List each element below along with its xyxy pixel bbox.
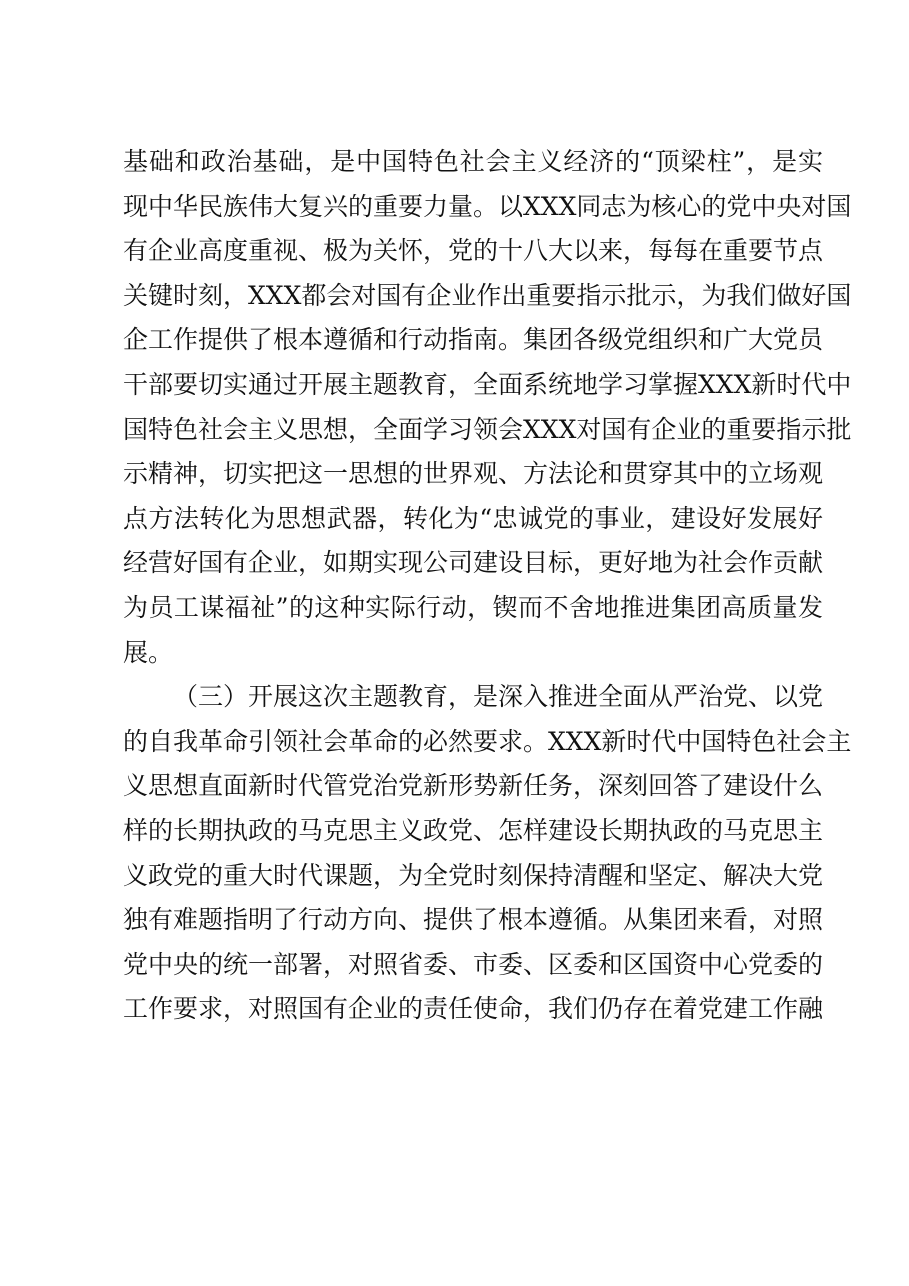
text-line: 为员工谋福祉”的这种实际行动，锲而不舍地推进集团高质量发 bbox=[123, 592, 823, 622]
text-line: 义思想直面新时代管党治党新形势新任务，深刻回答了建设什么 bbox=[123, 771, 824, 801]
text-line: 现中华民族伟大复兴的重要力量。以XXX同志为核心的党中央对国 bbox=[123, 191, 852, 221]
text-line: 工作要求，对照国有企业的责任使命，我们仍存在着党建工作融 bbox=[123, 994, 824, 1024]
paragraph-start-line: （三）开展这次主题教育，是深入推进全面从严治党、以党 bbox=[173, 682, 824, 712]
text-line: 样的长期执政的马克思主义政党、怎样建设长期执政的马克思主 bbox=[123, 815, 824, 845]
text-line: 干部要切实通过开展主题教育，全面系统地学习掌握XXX新时代中 bbox=[123, 369, 852, 399]
text-line: 基础和政治基础，是中国特色社会主义经济的“顶梁柱”，是实 bbox=[123, 147, 823, 176]
text-line: 关键时刻，XXX都会对国有企业作出重要指示批示，为我们做好国 bbox=[123, 280, 852, 310]
text-line: 展。 bbox=[123, 637, 174, 667]
text-line: 义政党的重大时代课题，为全党时刻保持清醒和坚定、解决大党 bbox=[123, 860, 824, 890]
text-line: 的自我革命引领社会革命的必然要求。XXX新时代中国特色社会主 bbox=[123, 726, 852, 756]
text-line: 经营好国有企业，如期实现公司建设目标，更好地为社会作贡献 bbox=[123, 548, 824, 578]
text-line: 点方法转化为思想武器，转化为“忠诚党的事业，建设好发展好 bbox=[123, 503, 823, 533]
text-line: 党中央的统一部署，对照省委、市委、区委和区国资中心党委的 bbox=[123, 949, 824, 979]
text-line: 国特色社会主义思想，全面学习领会XXX对国有企业的重要指示批 bbox=[123, 414, 852, 444]
text-line: 示精神，切实把这一思想的世界观、方法论和贯穿其中的立场观 bbox=[123, 459, 824, 489]
text-line: 有企业高度重视、极为关怀，党的十八大以来，每每在重要节点 bbox=[123, 236, 824, 266]
body-text bbox=[123, 140, 852, 1032]
text-line: 独有难题指明了行动方向、提供了根本遵循。从集团来看，对照 bbox=[123, 905, 824, 935]
text-line: 企工作提供了根本遵循和行动指南。集团各级党组织和广大党员 bbox=[123, 325, 824, 355]
